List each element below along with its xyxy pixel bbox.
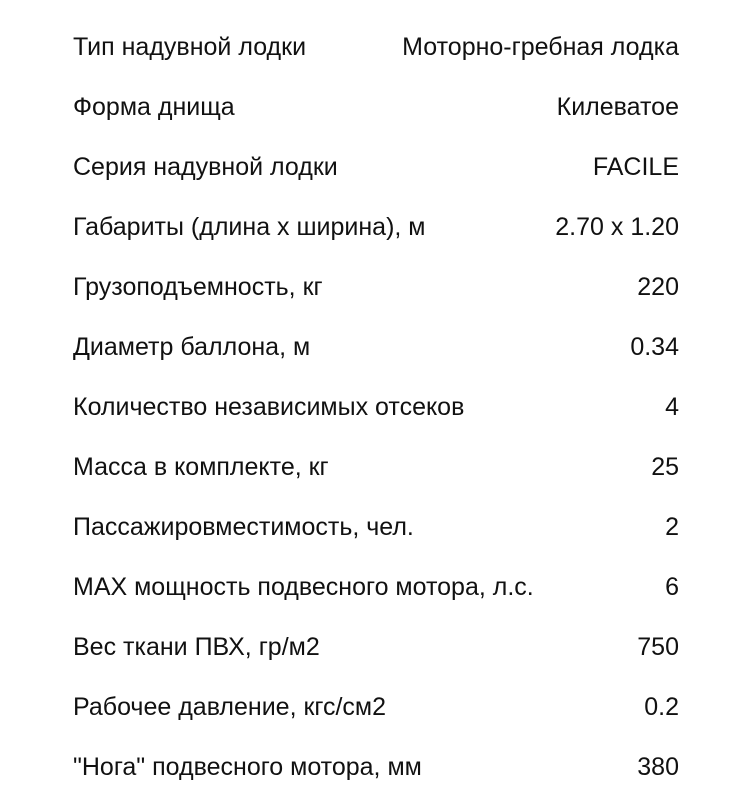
spec-value: Килеватое [556,92,679,121]
spec-row-passengers [73,497,679,557]
spec-value: 380 [637,752,679,781]
spec-value: 750 [637,632,679,661]
spec-row-load-capacity [73,257,679,317]
spec-row-motor-leg [73,737,679,797]
spec-value: 0.2 [644,692,679,721]
specifications-table [73,17,679,797]
spec-row-working-pressure [73,677,679,737]
spec-value: FACILE [592,152,679,181]
spec-label: Масса в комплекте, кг [73,452,329,481]
spec-value: 6 [665,572,679,601]
spec-row-tube-diameter [73,317,679,377]
spec-label: "Нога" подвесного мотора, мм [73,752,422,781]
spec-label: Грузоподъемность, кг [73,272,323,301]
spec-row-series [73,137,679,197]
spec-label: Тип надувной лодки [73,32,307,61]
spec-row-boat-type [73,17,679,77]
spec-row-hull-shape [73,77,679,137]
spec-label: MAX мощность подвесного мотора, л.с. [73,572,534,601]
spec-value: Моторно-гребная лодка [402,32,679,61]
spec-value: 0.34 [630,332,679,361]
spec-value: 25 [651,452,679,481]
spec-row-max-motor-power [73,557,679,617]
spec-row-compartments [73,377,679,437]
spec-label: Вес ткани ПВХ, гр/м2 [73,632,320,661]
spec-label: Габариты (длина х ширина), м [73,212,426,241]
spec-row-dimensions [73,197,679,257]
spec-label: Диаметр баллона, м [73,332,311,361]
spec-label: Серия надувной лодки [73,152,338,181]
spec-label: Количество независимых отсеков [73,392,465,421]
spec-label: Форма днища [73,92,235,121]
spec-value: 4 [665,392,679,421]
spec-value: 2.70 x 1.20 [555,212,679,241]
spec-label: Пассажировместимость, чел. [73,512,414,541]
spec-value: 220 [637,272,679,301]
spec-label: Рабочее давление, кгс/см2 [73,692,387,721]
spec-value: 2 [665,512,679,541]
spec-row-weight [73,437,679,497]
spec-row-fabric-weight [73,617,679,677]
